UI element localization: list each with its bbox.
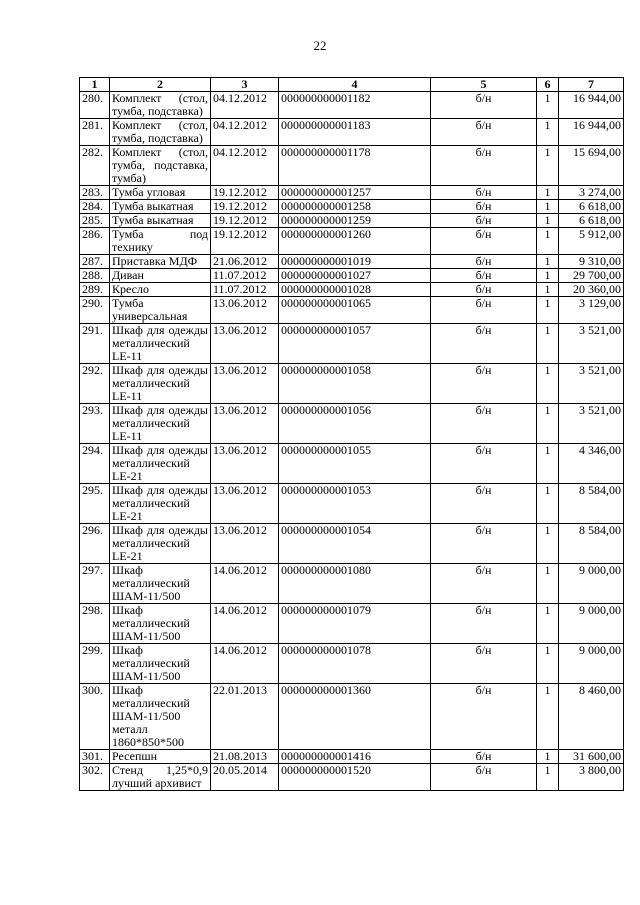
document-ref-cell: б/н [431, 214, 537, 228]
acquisition-date-cell: 11.07.2012 [211, 283, 279, 297]
document-ref-cell: б/н [431, 146, 537, 186]
quantity-cell: 1 [537, 364, 559, 404]
inventory-number-cell: 000000000001027 [279, 269, 431, 283]
document-ref-cell: б/н [431, 684, 537, 750]
table-row [80, 283, 624, 297]
document-ref-cell: б/н [431, 297, 537, 324]
quantity-cell: 1 [537, 214, 559, 228]
table-row [80, 200, 624, 214]
inventory-number-cell: 000000000001416 [279, 750, 431, 764]
inventory-number-cell: 000000000001079 [279, 604, 431, 644]
row-number-cell: 291. [80, 324, 110, 364]
inventory-number-cell: 000000000001258 [279, 200, 431, 214]
item-name-cell: Шкаф для одежды металлический LE-11 [110, 364, 211, 404]
amount-cell: 3 800,00 [559, 764, 624, 791]
table-row [80, 92, 624, 119]
row-number-cell: 292. [80, 364, 110, 404]
item-name-cell: Кресло [110, 283, 211, 297]
column-header: 7 [559, 78, 624, 92]
inventory-number-cell: 000000000001019 [279, 255, 431, 269]
document-ref-cell: б/н [431, 444, 537, 484]
column-header: 2 [110, 78, 211, 92]
item-name-cell: Шкаф для одежды металлический LE-11 [110, 324, 211, 364]
inventory-number-cell: 000000000001053 [279, 484, 431, 524]
item-name-cell: Комплект (стол, тумба, подставка) [110, 119, 211, 146]
column-header: 3 [211, 78, 279, 92]
acquisition-date-cell: 22.01.2013 [211, 684, 279, 750]
inventory-number-cell: 000000000001065 [279, 297, 431, 324]
amount-cell: 31 600,00 [559, 750, 624, 764]
acquisition-date-cell: 14.06.2012 [211, 564, 279, 604]
row-number-cell: 300. [80, 684, 110, 750]
row-number-cell: 295. [80, 484, 110, 524]
document-ref-cell: б/н [431, 484, 537, 524]
quantity-cell: 1 [537, 269, 559, 283]
item-name-cell: Шкаф металлический ШАМ-11/500 [110, 604, 211, 644]
inventory-number-cell: 000000000001260 [279, 228, 431, 255]
table-row [80, 444, 624, 484]
amount-cell: 9 310,00 [559, 255, 624, 269]
inventory-number-cell: 000000000001080 [279, 564, 431, 604]
row-number-cell: 294. [80, 444, 110, 484]
acquisition-date-cell: 13.06.2012 [211, 524, 279, 564]
row-number-cell: 293. [80, 404, 110, 444]
document-ref-cell: б/н [431, 364, 537, 404]
inventory-number-cell: 000000000001054 [279, 524, 431, 564]
amount-cell: 16 944,00 [559, 119, 624, 146]
column-header: 4 [279, 78, 431, 92]
column-header: 6 [537, 78, 559, 92]
row-number-cell: 299. [80, 644, 110, 684]
acquisition-date-cell: 19.12.2012 [211, 228, 279, 255]
document-ref-cell: б/н [431, 269, 537, 283]
table-row [80, 214, 624, 228]
item-name-cell: Тумба угловая [110, 186, 211, 200]
table-row [80, 146, 624, 186]
document-ref-cell: б/н [431, 324, 537, 364]
row-number-cell: 302. [80, 764, 110, 791]
amount-cell: 9 000,00 [559, 644, 624, 684]
quantity-cell: 1 [537, 764, 559, 791]
quantity-cell: 1 [537, 297, 559, 324]
acquisition-date-cell: 13.06.2012 [211, 484, 279, 524]
row-number-cell: 296. [80, 524, 110, 564]
table-row [80, 764, 624, 791]
acquisition-date-cell: 19.12.2012 [211, 200, 279, 214]
amount-cell: 20 360,00 [559, 283, 624, 297]
quantity-cell: 1 [537, 119, 559, 146]
table-row [80, 186, 624, 200]
document-ref-cell: б/н [431, 564, 537, 604]
row-number-cell: 282. [80, 146, 110, 186]
amount-cell: 4 346,00 [559, 444, 624, 484]
inventory-number-cell: 000000000001056 [279, 404, 431, 444]
item-name-cell: Тумба выкатная [110, 200, 211, 214]
item-name-cell: Шкаф металлический ШАМ-11/500 [110, 564, 211, 604]
acquisition-date-cell: 14.06.2012 [211, 644, 279, 684]
row-number-cell: 290. [80, 297, 110, 324]
amount-cell: 9 000,00 [559, 564, 624, 604]
amount-cell: 8 460,00 [559, 684, 624, 750]
row-number-cell: 287. [80, 255, 110, 269]
table-row [80, 484, 624, 524]
inventory-number-cell: 000000000001078 [279, 644, 431, 684]
quantity-cell: 1 [537, 324, 559, 364]
table-row [80, 750, 624, 764]
acquisition-date-cell: 04.12.2012 [211, 119, 279, 146]
acquisition-date-cell: 11.07.2012 [211, 269, 279, 283]
inventory-number-cell: 000000000001028 [279, 283, 431, 297]
quantity-cell: 1 [537, 564, 559, 604]
quantity-cell: 1 [537, 750, 559, 764]
amount-cell: 5 912,00 [559, 228, 624, 255]
acquisition-date-cell: 19.12.2012 [211, 186, 279, 200]
inventory-number-cell: 000000000001259 [279, 214, 431, 228]
acquisition-date-cell: 04.12.2012 [211, 146, 279, 186]
item-name-cell: Шкаф для одежды металлический LE-21 [110, 484, 211, 524]
amount-cell: 3 521,00 [559, 404, 624, 444]
inventory-number-cell: 000000000001058 [279, 364, 431, 404]
amount-cell: 8 584,00 [559, 484, 624, 524]
amount-cell: 3 274,00 [559, 186, 624, 200]
document-ref-cell: б/н [431, 283, 537, 297]
item-name-cell: Комплект (стол, тумба, подставка, тумба) [110, 146, 211, 186]
quantity-cell: 1 [537, 146, 559, 186]
table-row [80, 228, 624, 255]
amount-cell: 3 129,00 [559, 297, 624, 324]
table-row [80, 524, 624, 564]
row-number-cell: 280. [80, 92, 110, 119]
item-name-cell: Тумба универсальная [110, 297, 211, 324]
row-number-cell: 283. [80, 186, 110, 200]
amount-cell: 3 521,00 [559, 364, 624, 404]
item-name-cell: Шкаф для одежды металлический LE-21 [110, 444, 211, 484]
quantity-cell: 1 [537, 524, 559, 564]
document-ref-cell: б/н [431, 255, 537, 269]
acquisition-date-cell: 13.06.2012 [211, 364, 279, 404]
amount-cell: 9 000,00 [559, 604, 624, 644]
document-ref-cell: б/н [431, 92, 537, 119]
document-ref-cell: б/н [431, 750, 537, 764]
item-name-cell: Тумба под технику [110, 228, 211, 255]
table-row [80, 297, 624, 324]
table-row [80, 404, 624, 444]
item-name-cell: Шкаф для одежды металлический LE-21 [110, 524, 211, 564]
item-name-cell: Шкаф металлический ШАМ-11/500 металл 1860*850*500 [110, 684, 211, 750]
quantity-cell: 1 [537, 444, 559, 484]
row-number-cell: 289. [80, 283, 110, 297]
header-row [80, 78, 624, 92]
acquisition-date-cell: 21.08.2013 [211, 750, 279, 764]
item-name-cell: Стенд 1,25*0,9 лучший архивист [110, 764, 211, 791]
document-ref-cell: б/н [431, 764, 537, 791]
acquisition-date-cell: 13.06.2012 [211, 444, 279, 484]
quantity-cell: 1 [537, 404, 559, 444]
table-row [80, 119, 624, 146]
table-row [80, 604, 624, 644]
item-name-cell: Ресепшн [110, 750, 211, 764]
row-number-cell: 288. [80, 269, 110, 283]
row-number-cell: 281. [80, 119, 110, 146]
item-name-cell: Шкаф металлический ШАМ-11/500 [110, 644, 211, 684]
inventory-number-cell: 000000000001057 [279, 324, 431, 364]
document-ref-cell: б/н [431, 186, 537, 200]
page-number: 22 [313, 38, 327, 53]
table-row [80, 564, 624, 604]
inventory-number-cell: 000000000001183 [279, 119, 431, 146]
quantity-cell: 1 [537, 255, 559, 269]
item-name-cell: Диван [110, 269, 211, 283]
table-row [80, 364, 624, 404]
acquisition-date-cell: 21.06.2012 [211, 255, 279, 269]
document-ref-cell: б/н [431, 524, 537, 564]
column-header: 5 [431, 78, 537, 92]
table-row [80, 269, 624, 283]
acquisition-date-cell: 13.06.2012 [211, 324, 279, 364]
item-name-cell: Тумба выкатная [110, 214, 211, 228]
quantity-cell: 1 [537, 200, 559, 214]
amount-cell: 6 618,00 [559, 214, 624, 228]
document-ref-cell: б/н [431, 200, 537, 214]
document-ref-cell: б/н [431, 228, 537, 255]
row-number-cell: 301. [80, 750, 110, 764]
inventory-number-cell: 000000000001178 [279, 146, 431, 186]
table-row [80, 644, 624, 684]
quantity-cell: 1 [537, 484, 559, 524]
quantity-cell: 1 [537, 644, 559, 684]
row-number-cell: 285. [80, 214, 110, 228]
document-ref-cell: б/н [431, 119, 537, 146]
inventory-table [79, 77, 624, 791]
row-number-cell: 297. [80, 564, 110, 604]
quantity-cell: 1 [537, 684, 559, 750]
document-ref-cell: б/н [431, 404, 537, 444]
table-row [80, 255, 624, 269]
row-number-cell: 298. [80, 604, 110, 644]
amount-cell: 3 521,00 [559, 324, 624, 364]
table-row [80, 684, 624, 750]
document-ref-cell: б/н [431, 604, 537, 644]
acquisition-date-cell: 19.12.2012 [211, 214, 279, 228]
row-number-cell: 286. [80, 228, 110, 255]
amount-cell: 29 700,00 [559, 269, 624, 283]
quantity-cell: 1 [537, 228, 559, 255]
quantity-cell: 1 [537, 92, 559, 119]
amount-cell: 16 944,00 [559, 92, 624, 119]
amount-cell: 8 584,00 [559, 524, 624, 564]
document-ref-cell: б/н [431, 644, 537, 684]
acquisition-date-cell: 20.05.2014 [211, 764, 279, 791]
item-name-cell: Приставка МДФ [110, 255, 211, 269]
quantity-cell: 1 [537, 283, 559, 297]
table-row [80, 324, 624, 364]
acquisition-date-cell: 04.12.2012 [211, 92, 279, 119]
quantity-cell: 1 [537, 186, 559, 200]
column-header: 1 [80, 78, 110, 92]
inventory-number-cell: 000000000001257 [279, 186, 431, 200]
amount-cell: 15 694,00 [559, 146, 624, 186]
inventory-number-cell: 000000000001520 [279, 764, 431, 791]
quantity-cell: 1 [537, 604, 559, 644]
amount-cell: 6 618,00 [559, 200, 624, 214]
item-name-cell: Комплект (стол, тумба, подставка) [110, 92, 211, 119]
inventory-number-cell: 000000000001182 [279, 92, 431, 119]
row-number-cell: 284. [80, 200, 110, 214]
acquisition-date-cell: 13.06.2012 [211, 404, 279, 444]
inventory-number-cell: 000000000001360 [279, 684, 431, 750]
item-name-cell: Шкаф для одежды металлический LE-11 [110, 404, 211, 444]
acquisition-date-cell: 13.06.2012 [211, 297, 279, 324]
inventory-number-cell: 000000000001055 [279, 444, 431, 484]
acquisition-date-cell: 14.06.2012 [211, 604, 279, 644]
